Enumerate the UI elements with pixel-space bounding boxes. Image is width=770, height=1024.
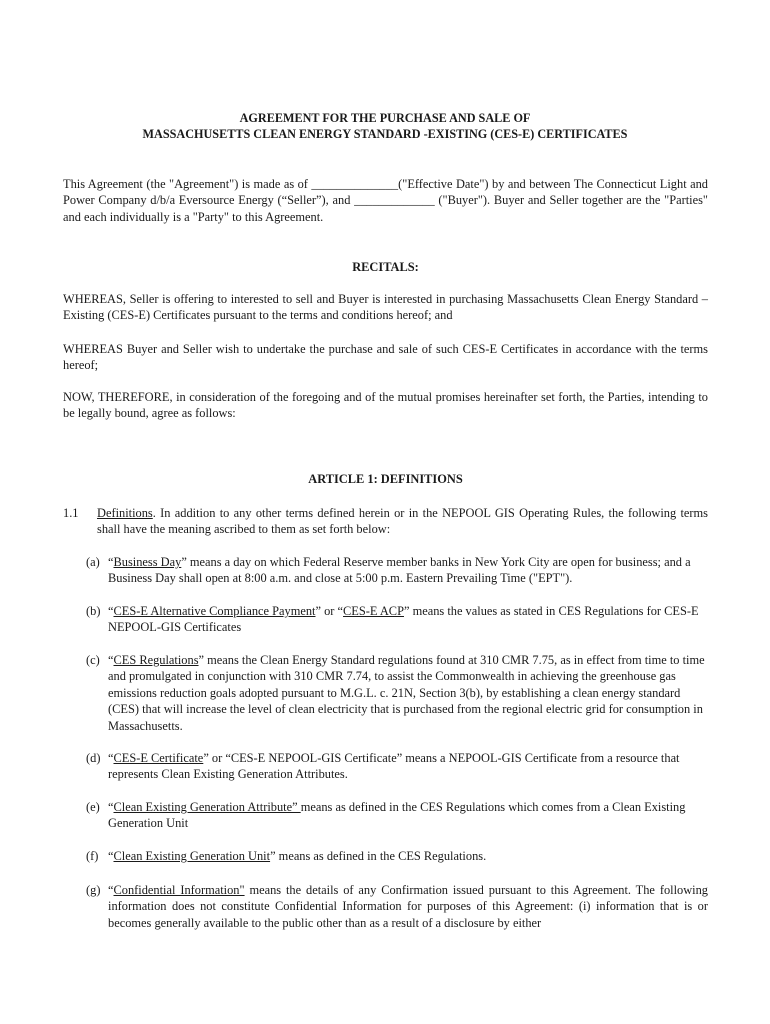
open-quote: “ [108, 800, 114, 814]
definition-item-c [86, 652, 708, 734]
defined-term: Clean Existing Generation Unit [113, 849, 271, 863]
defined-term-2: CES-E ACP [343, 604, 404, 618]
section-1-1 [63, 505, 708, 538]
item-body [108, 652, 708, 734]
item-body [108, 848, 708, 864]
item-label: (c) [86, 653, 100, 667]
item-label: (b) [86, 604, 101, 618]
definition-item-e [86, 799, 708, 832]
definition-text: means as defined in the CES Regulations which comes from a Clean Existing Generation Unit [108, 800, 686, 831]
document-title [60, 110, 710, 142]
definition-text: ” means as defined in the CES Regulations. [270, 849, 487, 863]
item-body [108, 799, 708, 832]
intro-paragraph: This Agreement (the "Agreement") is made as of ______________("Effective Date") by and between The Connecticut Light and Power Company d/b/a Eversource Energy (“Seller”), and _____________ ("Buyer"). Buyer and Seller together are the "Parties" and each individually is a "Party" to this Agreement. [63, 177, 708, 224]
definition-text: means the details of any Confirmation issued pursuant to this Agreement. The following information does not constitute Confidential Information for purposes of this Agreement: (i) information that is or becomes generally available to the public other than as a result of a disclosure by either [108, 883, 708, 930]
section-number: 1.1 [63, 506, 79, 520]
open-quote: “ [108, 604, 114, 618]
section-term: Definitions [97, 506, 153, 520]
definition-item-a [86, 554, 708, 587]
definition-item-b [86, 603, 708, 636]
open-quote: “ [108, 555, 114, 569]
definition-text: ” means a day on which Federal Reserve member banks in New York City are open for business; and a Business Day shall open at 8:00 a.m. and close at 5:00 p.m. Eastern Prevailing Time ("EPT"). [108, 555, 691, 586]
connector-text: ” or “ [315, 604, 344, 618]
recital-paragraph-2: WHEREAS Buyer and Seller wish to undertake the purchase and sale of such CES-E Certificates in accordance with the terms hereof; [63, 342, 708, 373]
item-body [108, 750, 708, 783]
open-quote: “ [108, 751, 114, 765]
recitals-heading: RECITALS: [352, 260, 419, 274]
definition-text: ” means the values as stated in CES Regulations for CES-E NEPOOL-GIS Certificates [108, 604, 699, 635]
defined-term: CES-E Alternative Compliance Payment [113, 604, 316, 618]
item-label: (a) [86, 555, 100, 569]
open-quote: “ [108, 653, 114, 667]
section-body [97, 505, 708, 538]
article-1-heading: ARTICLE 1: DEFINITIONS [308, 472, 463, 486]
open-quote: “ [108, 883, 114, 897]
item-label: (f) [86, 849, 99, 863]
definition-item-g [86, 882, 708, 931]
definition-item-d [86, 750, 708, 783]
defined-term: Confidential Information" [113, 883, 245, 897]
recital-paragraph-3: NOW, THEREFORE, in consideration of the foregoing and of the mutual promises hereinafter set forth, the Parties, intending to be legally bound, agree as follows: [63, 390, 708, 421]
item-body [108, 603, 708, 636]
title-line-1: AGREEMENT FOR THE PURCHASE AND SALE OF [239, 111, 531, 125]
definition-text: ” or “CES-E NEPOOL-GIS Certificate” means a NEPOOL-GIS Certificate from a resource that represents Clean Existing Generation Attributes. [108, 751, 680, 782]
item-body [108, 554, 708, 587]
defined-term: Clean Existing Generation Attribute” [113, 800, 301, 814]
title-line-2: MASSACHUSETTS CLEAN ENERGY STANDARD -EXISTING (CES-E) CERTIFICATES [142, 127, 628, 141]
defined-term: CES Regulations [113, 653, 199, 667]
defined-term: Business Day [113, 555, 182, 569]
section-text: . In addition to any other terms defined herein or in the NEPOOL GIS Operating Rules, the following terms shall have the meaning ascribed to them as set forth below: [97, 506, 708, 537]
definition-item-f [86, 848, 708, 864]
defined-term: CES-E Certificate [113, 751, 204, 765]
item-label: (g) [86, 883, 101, 897]
item-body [108, 882, 708, 931]
open-quote: “ [108, 849, 114, 863]
recital-paragraph-1: WHEREAS, Seller is offering to interested to sell and Buyer is interested in purchasing Massachusetts Clean Energy Standard – Existing (CES-E) Certificates pursuant to the terms and conditions hereof; and [63, 292, 708, 323]
item-label: (d) [86, 751, 101, 765]
item-label: (e) [86, 800, 100, 814]
definition-text: ” means the Clean Energy Standard regulations found at 310 CMR 7.75, as in effect from time to time and promulgated in conjunction with 310 CMR 7.74, to assist the Commonwealth in achieving the greenhouse gas emissions reduction goals adopted pursuant to M.G.L. c. 21N, Section 3(b), by establishing a clean energy standard (CES) that will increase the level of clean electricity that is purchased from the regional electric grid for consumption in Massachusetts. [108, 653, 705, 733]
